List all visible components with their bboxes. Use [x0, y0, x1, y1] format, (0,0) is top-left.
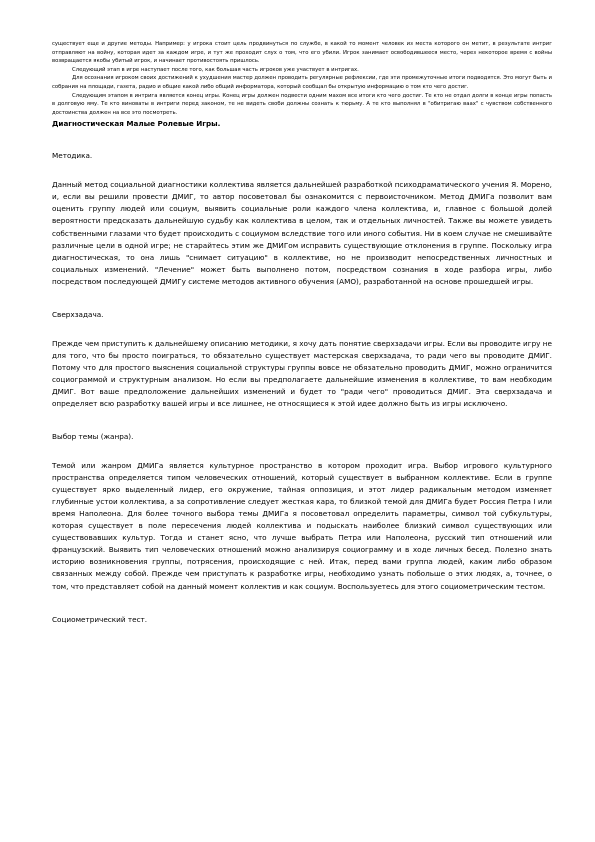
intro-paragraph-1: существует еще и другие методы. Например: у игрока стоит цель продвинуться по службе, в какой то момент человек из места которого он метит, в результате интриг отправляют на войну, которая идет за каждом игре, и тут же проходит слух о том, что его убили. Игрок занимает освободившееся место, через некоторое время с войны возвращается якобы убитый игрок, и начинает противостоять пришлось.	[52, 41, 552, 65]
section-text-supertask: Прежде чем приступить к дальнейшему описанию методики, я хочу дать понятие сверхзадачи игры. Если вы проводите игру не для того, что бы просто поиграться, то обязательно существует мастерская сверхзадача, то ради чего вы проводите ДМИГ. Потому что для простого выяснения социальной структуры группы вовсе не обязательно проводить ДМИГ, можно ограничится социограммой и структурным анализом. Но если вы предполагаете дальнейшие изменения в коллективе, то вам необходим ДМИГ. Вот ваше предположение дальнейших изменений и будет то "ради чего" проводиться ДМИГ. Эта сверхзадача и определяет всю разработку вашей игры и все лишнее, не относящиеся к этой идее должно быть из игры исключено.	[52, 338, 552, 408]
intro-paragraph-2: Следующий этап в игре наступает после того, как большая часть игроков уже участвует в интригах.	[72, 66, 359, 73]
section-heading-supertask: Сверхзадача.	[52, 309, 104, 319]
intro-paragraph-3: Для осознания игроком своих достижений к ухудшения мастер должен проводить регулярные рефлексии, где эти промежуточные итоги подводятся. Это могут быть и собрания на площади, газета, радио и общие какой либо общий информатора, который сообщал бы открытую информацию о том кто чего достиг.	[52, 75, 552, 90]
intro-paragraph-4: Следующим этапом в интрига является конец игры. Конец игры должен подвести одним махом все итоги кто чего достиг. Те кто не отдал долги в конце игры попасть в долговую яму. Те кто виноваты в интриги перед законом, те не видеть своби должны сознать к тюрьму. А те кто выполнял в "обитригаю ваах" с чувством собственного достоинства должен на все это посмотреть.	[52, 92, 552, 116]
section-heading-methodology: Методика.	[52, 151, 93, 161]
section-heading-theme-choice: Выбор темы (жанра).	[52, 432, 134, 442]
section-text-methodology: Данный метод социальной диагностики коллектива является дальнейшей разработкой психодраматического учения Я. Морено, и, если вы решили провести ДМИГ, то автор посоветовал бы ознакомится с первоисточником. Метод ДМИГа позволит вам оценить группу людей или социум, выявить социальные роли каждого члена коллектива, и, главное с большой долей вероятности предсказать дальнейшую судьбу как коллектива в целом, так и отдельных личностей. Также вы можете увидеть собственными глазами что будет происходить с социумом вследствие того или иного события. Ни в коем случае не смешивайте различные цели в одной игре; не старайтесь этим же ДМИГом исправить существующие отклонения в группе. Поскольку игра диагностическая, то она лишь "снимает ситуацию" в коллективе, но не производит непосредственных личностных и социальных изменений. "Лечение" может быть выполнено потом, посредством сознания в ходе разбора игры, либо посредством последующей ДМИГу системе методов активного обучения (АМО), разработанной на основе прошедшей игры.	[52, 180, 552, 286]
document-title: Диагностическая Малые Ролевые Игры.	[52, 119, 221, 129]
document-content	[52, 40, 552, 626]
section-text-theme-choice: Темой или жанром ДМИГа является культурное пространство в котором проходит игра. Выбор игрового культурного пространства определяется типом человеческих отношений, который существует в выбранном коллективе. Если в группе существует ярко выделенный лидер, его окружение, тайная оппозиция, и этот лидер радикальным методом изменяет глубинные устои коллектива, а за сопротивление следует жесткая кара, то близкой темой для ДМИГа будет Россия Петра I или время Наполеона. Для более точного выбора темы ДМИГа я посоветовал определить параметры, символ той субкультуры, которая существует в поле пересечения людей коллектива и подыскать наиболее близкий символ существующих или существовавших культур. Тогда и станет ясно, что лучше выбрать Петра или Наполеона, русский тип отношений или французский. Выявить тип человеческих отношений можно анализируя социограмму и в ходе личных бесед. Полезно знать историю возникновения группы, потрясения, происходящие с ней. Итак, перед вами группа людей, каким либо образом связанных между собой. Прежде чем приступать к разработке игры, необходимо узнать побольше о этих людях, а, точнее, о том, что представляет собой на данный момент коллектив и как социум. Воспользуетесь для этого социометрическим тестом.	[52, 461, 552, 591]
section-heading-sociometric-test: Социометрический тест.	[52, 614, 148, 624]
